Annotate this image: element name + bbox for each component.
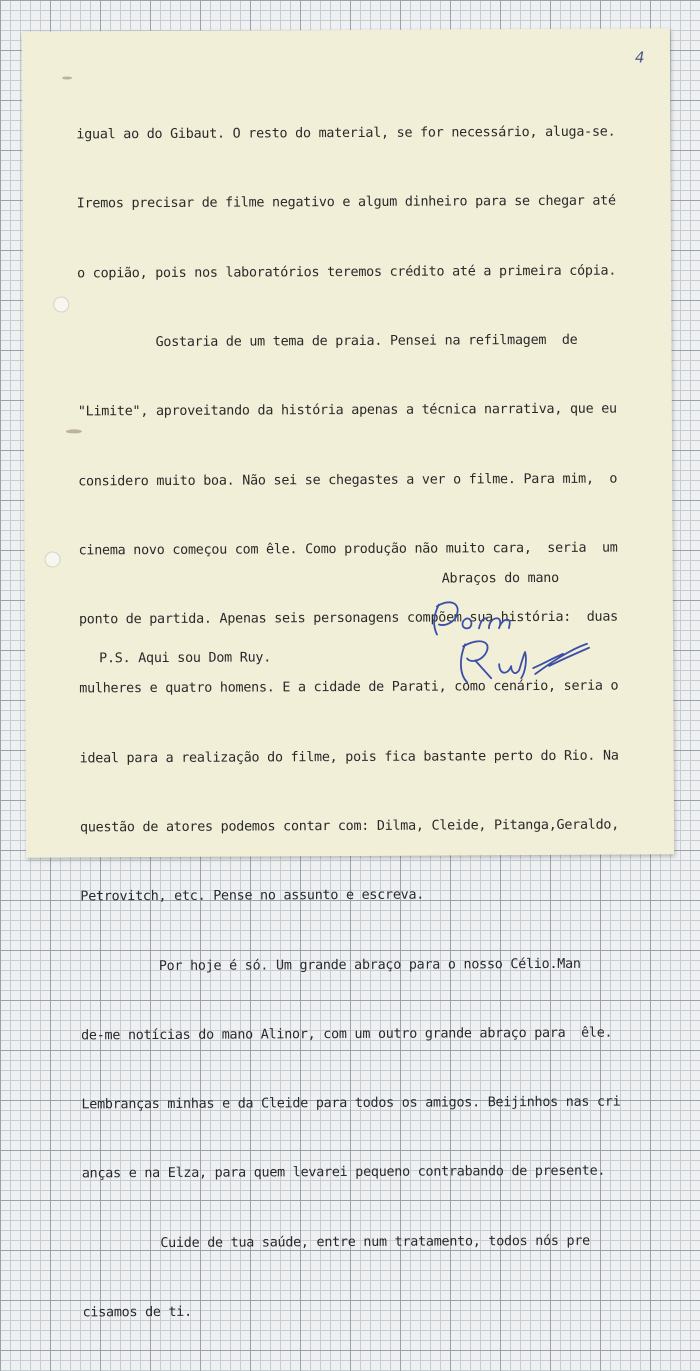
- handwritten-signature: [429, 594, 609, 690]
- letter-line: Cuide de tua saúde, entre num tratamento, todos nós pre: [82, 1233, 591, 1252]
- closing-salutation: Abraços do mano: [441, 570, 559, 587]
- letter-line: Gostaria de um tema de praia. Pensei na refilmagem de: [77, 332, 578, 351]
- letter-line: igual ao do Gibaut. O resto do material, se for necessário, aluga-se.: [76, 124, 616, 143]
- punch-hole-bottom: [45, 552, 61, 568]
- page-number: 4: [634, 48, 645, 67]
- letter-line: Petrovitch, etc. Pense no assunto e escreva.: [80, 887, 425, 905]
- letter-line: Iremos precisar de filme negativo e algum dinheiro para se chegar até: [76, 194, 616, 212]
- letter-line: Lembranças minhas e da Cleide para todos os amigos. Beijinhos nas cri: [81, 1094, 621, 1113]
- letter-line: "Limite", aproveitando da história apenas a técnica narrativa, que eu: [77, 401, 617, 420]
- postscript: P.S. Aqui sou Dom Ruy.: [99, 650, 272, 667]
- letter-line: mulheres e quatro homens. E a cidade de Parati, como cenário, seria o: [79, 679, 619, 697]
- letter-page: [22, 28, 674, 1321]
- punch-hole-top: [53, 296, 69, 312]
- ink-smudge: [62, 76, 72, 79]
- letter-line: ponto de partida. Apenas seis personagens compõem sua história: duas: [78, 609, 618, 628]
- letter-line: Por hoje é só. Um grande abraço para o nosso Célio.Man: [80, 956, 581, 974]
- letter-line: de-me notícias do mano Alinor, com um outro grande abraço para êle.: [81, 1025, 613, 1044]
- letter-line: o copião, pois nos laboratórios teremos crédito até a primeira cópia.: [77, 263, 617, 282]
- letter-line: questão de atores podemos contar com: Dilma, Cleide, Pitanga,Geraldo,: [79, 817, 620, 836]
- letter-line: anças e na Elza, para quem levarei pequeno contrabando de presente.: [81, 1164, 606, 1182]
- letter-line: considero muito boa. Não sei se chegastes a ver o filme. Para mim, o: [78, 471, 618, 490]
- letter-line: cisamos de ti.: [82, 1304, 192, 1321]
- letter-body: [76, 74, 669, 1370]
- letter-line: ideal para a realização do filme, pois fica bastante perto do Rio. Na: [79, 748, 619, 767]
- letter-line: cinema novo começou com êle. Como produção não muito cara, seria um: [78, 540, 618, 559]
